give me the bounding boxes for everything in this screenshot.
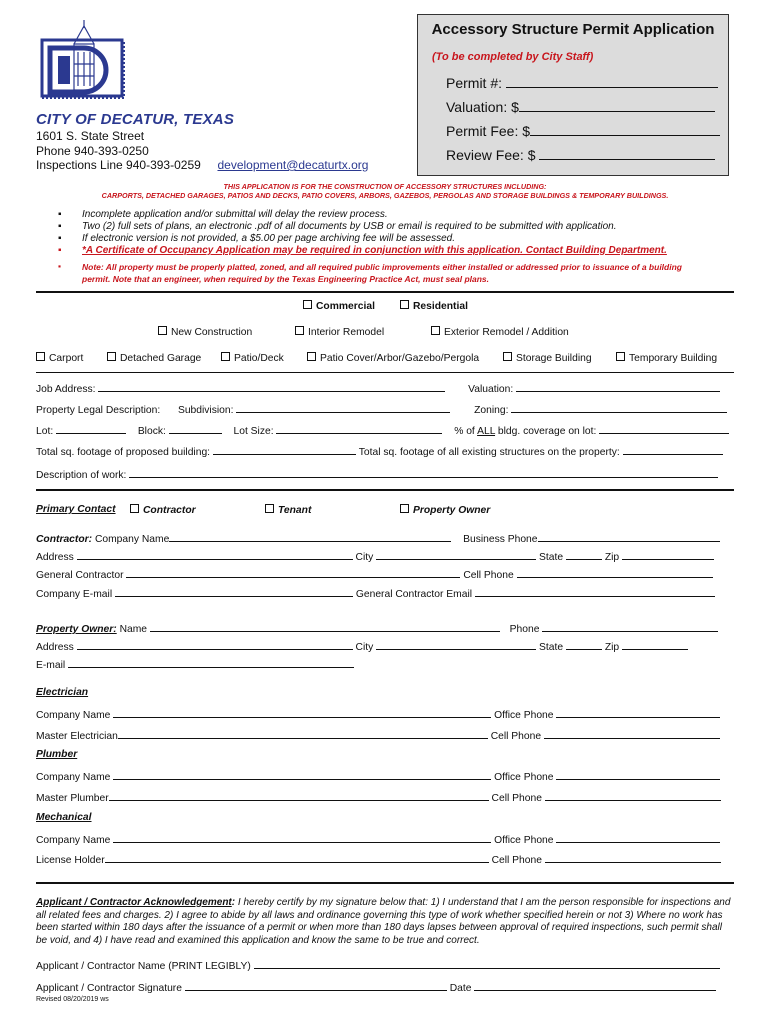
intro-line-1: THIS APPLICATION IS FOR THE CONSTRUCTION OF ACCESSORY STRUCTURES INCLUDING: <box>223 182 547 191</box>
owner-city-label: City <box>355 642 374 653</box>
acknowledgement-body: I hereby certify by my signature below that: 1) I understand that I am the person responsible for inspections and all related fees and charges. 2) I agree to abide by all laws and ordinance governing this type of work whether specified herein or not 3) Where no work has been started within 180 days after the issuance of a permit or when more than 180 days lapses between approval of required inspections, such permit shall be void, and 4) I have read and examined this application and know the same to be true and correct. <box>36 897 731 946</box>
plumber-company-label: Company Name <box>36 772 111 783</box>
signature-label: Applicant / Contractor Signature <box>36 983 182 994</box>
form-title: Accessory Structure Permit Application <box>431 21 715 38</box>
plumber-row-1 <box>36 770 718 783</box>
block-label: Block: <box>137 426 166 437</box>
residential-checkbox[interactable]: Residential <box>400 300 468 312</box>
mechanical-cell-label: Cell Phone <box>491 855 542 866</box>
electrician-office-field[interactable] <box>556 708 720 718</box>
license-holder-field[interactable] <box>105 853 489 863</box>
plumber-row-2 <box>36 791 718 804</box>
contractor-address-field[interactable] <box>77 550 353 560</box>
contractor-row-3 <box>36 568 718 581</box>
zoning-label: Zoning: <box>474 405 509 416</box>
gc-email-field[interactable] <box>475 587 715 597</box>
owner-row-3 <box>36 658 718 671</box>
owner-city-field[interactable] <box>376 640 536 650</box>
contractor-state-field[interactable] <box>566 550 602 560</box>
owner-contact-checkbox[interactable]: Property Owner <box>400 504 490 516</box>
staff-valuation-field[interactable] <box>446 97 715 115</box>
legal-description-row <box>36 403 718 416</box>
electrician-company-label: Company Name <box>36 710 111 721</box>
city-inspections <box>36 158 368 172</box>
applicant-name-label: Applicant / Contractor Name (PRINT LEGIBLY) <box>36 961 251 972</box>
signature-field[interactable] <box>185 981 447 991</box>
commercial-checkbox[interactable]: Commercial <box>303 300 375 312</box>
description-field[interactable] <box>129 468 718 478</box>
proposed-sqft-field[interactable] <box>213 445 356 455</box>
staff-subtitle: (To be completed by City Staff) <box>432 51 594 63</box>
detached-garage-checkbox[interactable]: Detached Garage <box>107 352 201 364</box>
inspections-line: Inspections Line 940-393-0259 <box>36 158 201 172</box>
storage-building-checkbox[interactable]: Storage Building <box>503 352 592 364</box>
owner-email-label: E-mail <box>36 660 66 671</box>
new-construction-checkbox[interactable]: New Construction <box>158 326 252 338</box>
divider <box>36 372 734 373</box>
license-holder-label: License Holder <box>36 855 105 866</box>
contractor-row-1 <box>36 532 718 545</box>
review-fee-field[interactable] <box>446 145 715 163</box>
plumber-office-label: Office Phone <box>494 772 554 783</box>
divider <box>36 291 734 293</box>
owner-row-1 <box>36 622 718 635</box>
acknowledgement-text: Applicant / Contractor Acknowledgement: I hereby certify by my signature below that: 1) I understand that I am the person responsible for inspections and all related fees and charges. 2) I agree to abide by all laws and ordinance governing this type of work whether specified herein or not 3) Where no work has been started within 180 days after the issuance of a permit or when more than 180 days lapses between approval of required inspections, such permit shall be void, and 4) I have read and examined this application and know the same to be true and correct. <box>36 897 731 946</box>
mechanical-office-field[interactable] <box>556 833 720 843</box>
company-email-label: Company E-mail <box>36 589 113 600</box>
plumber-heading: Plumber <box>36 749 78 760</box>
date-label: Date <box>449 983 472 994</box>
electrician-row-2 <box>36 729 718 742</box>
gc-email-label: General Contractor Email <box>355 589 473 600</box>
coverage-field[interactable] <box>599 424 729 434</box>
valuation-field[interactable] <box>516 382 720 392</box>
job-address-field[interactable] <box>98 382 445 392</box>
contractor-address-label: Address <box>36 552 74 563</box>
master-plumber-label: Master Plumber <box>36 793 109 804</box>
business-phone-label: Business Phone <box>463 534 538 545</box>
city-street: 1601 S. State Street <box>36 129 145 143</box>
master-electrician-label: Master Electrician <box>36 731 118 742</box>
owner-email-field[interactable] <box>68 658 354 668</box>
owner-zip-field[interactable] <box>622 640 688 650</box>
contractor-company-label: Company Name <box>94 534 170 545</box>
contractor-row-4 <box>36 587 718 600</box>
master-electrician-field[interactable] <box>118 729 488 739</box>
contractor-contact-checkbox[interactable]: Contractor <box>130 504 196 516</box>
owner-phone-field[interactable] <box>542 622 718 632</box>
exterior-remodel-checkbox[interactable]: Exterior Remodel / Addition <box>431 326 569 338</box>
carport-checkbox[interactable]: Carport <box>36 352 83 364</box>
lot-size-label: Lot Size: <box>233 426 274 437</box>
lot-field[interactable] <box>56 424 126 434</box>
subdivision-field[interactable] <box>236 403 450 413</box>
mechanical-row-2 <box>36 853 718 866</box>
general-contractor-label: General Contractor <box>36 570 124 581</box>
contractor-state-label: State <box>539 552 564 563</box>
company-email-field[interactable] <box>115 587 353 597</box>
contractor-city-label: City <box>355 552 374 563</box>
contractor-zip-label: Zip <box>604 552 620 563</box>
block-field[interactable] <box>169 424 222 434</box>
owner-address-label: Address <box>36 642 74 653</box>
proposed-sqft-label: Total sq. footage of proposed building: <box>36 447 211 458</box>
email-link[interactable]: development@decaturtx.org <box>217 158 369 172</box>
applicant-name-row <box>36 959 718 972</box>
city-logo <box>36 14 128 106</box>
mechanical-office-label: Office Phone <box>494 835 554 846</box>
mechanical-company-label: Company Name <box>36 835 111 846</box>
general-contractor-field[interactable] <box>126 568 460 578</box>
plumber-cell-field[interactable] <box>545 791 721 801</box>
temporary-building-checkbox[interactable]: Temporary Building <box>616 352 717 364</box>
owner-row-2 <box>36 640 718 653</box>
applicant-name-field[interactable] <box>254 959 720 969</box>
patio-deck-checkbox[interactable]: Patio/Deck <box>221 352 284 364</box>
subdivision-label: Subdivision: <box>177 405 234 416</box>
mechanical-heading: Mechanical <box>36 812 92 823</box>
owner-state-label: State <box>539 642 564 653</box>
divider <box>36 882 734 884</box>
mechanical-company-field[interactable] <box>113 833 491 843</box>
mechanical-row-1 <box>36 833 718 846</box>
owner-heading: Property Owner: <box>36 624 117 635</box>
coverage-label: % of ALL bldg. coverage on lot: <box>454 426 597 437</box>
acknowledgement-heading: Applicant / Contractor Acknowledgement <box>36 897 232 908</box>
existing-sqft-label: Total sq. footage of all existing structures on the property: <box>358 447 620 458</box>
sqft-row <box>36 445 718 458</box>
permit-fee-label: Permit Fee: $ <box>446 123 531 139</box>
staff-valuation-label: Valuation: $ <box>446 99 519 115</box>
permit-number-field[interactable] <box>446 73 718 91</box>
primary-contact-row <box>36 504 116 515</box>
city-phone: Phone 940-393-0250 <box>36 144 149 158</box>
contractor-zip-field[interactable] <box>622 550 714 560</box>
electrician-office-label: Office Phone <box>494 710 554 721</box>
intro-line-2: CARPORTS, DETACHED GARAGES, PATIOS AND DECKS, PATIO COVERS, ARBORS, GAZEBOS, PERGOLAS AND STORAGE BUILDINGS & TEMPORARY BUILDINGS. <box>101 191 669 200</box>
permit-number-label: Permit #: <box>446 75 503 91</box>
date-field[interactable] <box>474 981 716 991</box>
tenant-contact-checkbox[interactable]: Tenant <box>265 504 311 516</box>
electrician-cell-field[interactable] <box>544 729 720 739</box>
job-address-label: Job Address: <box>36 384 96 395</box>
contractor-heading: Contractor: <box>36 534 93 545</box>
revision-note: Revised 08/20/2019 ws <box>36 996 109 1003</box>
legal-description-label: Property Legal Description: <box>36 405 161 416</box>
zoning-field[interactable] <box>511 403 727 413</box>
lot-size-field[interactable] <box>276 424 442 434</box>
permit-fee-field[interactable] <box>446 121 720 139</box>
owner-name-field[interactable] <box>150 622 500 632</box>
owner-zip-label: Zip <box>604 642 620 653</box>
review-fee-label: Review Fee: $ <box>446 147 536 163</box>
description-label: Description of work: <box>36 470 127 481</box>
owner-address-field[interactable] <box>77 640 353 650</box>
signature-row <box>36 981 718 994</box>
description-row <box>36 468 718 481</box>
contractor-cell-label: Cell Phone <box>463 570 514 581</box>
lot-label: Lot: <box>36 426 54 437</box>
interior-remodel-checkbox[interactable]: Interior Remodel <box>295 326 384 338</box>
electrician-heading: Electrician <box>36 687 89 698</box>
city-name: CITY OF DECATUR, TEXAS <box>36 111 235 128</box>
electrician-row-1 <box>36 708 718 721</box>
plumber-office-field[interactable] <box>556 770 720 780</box>
plumber-cell-label: Cell Phone <box>491 793 542 804</box>
electrician-cell-label: Cell Phone <box>490 731 542 742</box>
staff-box <box>417 14 729 176</box>
master-plumber-field[interactable] <box>109 791 489 801</box>
plumber-company-field[interactable] <box>113 770 491 780</box>
contractor-company-field[interactable] <box>169 532 451 542</box>
contractor-cell-field[interactable] <box>517 568 713 578</box>
electrician-company-field[interactable] <box>113 708 491 718</box>
valuation-label: Valuation: <box>468 384 514 395</box>
patio-cover-checkbox[interactable]: Patio Cover/Arbor/Gazebo/Pergola <box>307 352 479 364</box>
owner-name-label: Name <box>119 624 148 635</box>
contractor-row-2 <box>36 550 718 563</box>
business-phone-field[interactable] <box>538 532 720 542</box>
contractor-city-field[interactable] <box>376 550 536 560</box>
owner-state-field[interactable] <box>566 640 602 650</box>
job-address-row <box>36 382 718 395</box>
mechanical-cell-field[interactable] <box>545 853 721 863</box>
divider <box>36 489 734 491</box>
existing-sqft-field[interactable] <box>623 445 723 455</box>
owner-phone-label: Phone <box>509 624 540 635</box>
lot-row <box>36 424 718 437</box>
primary-contact-label: Primary Contact <box>36 504 116 515</box>
